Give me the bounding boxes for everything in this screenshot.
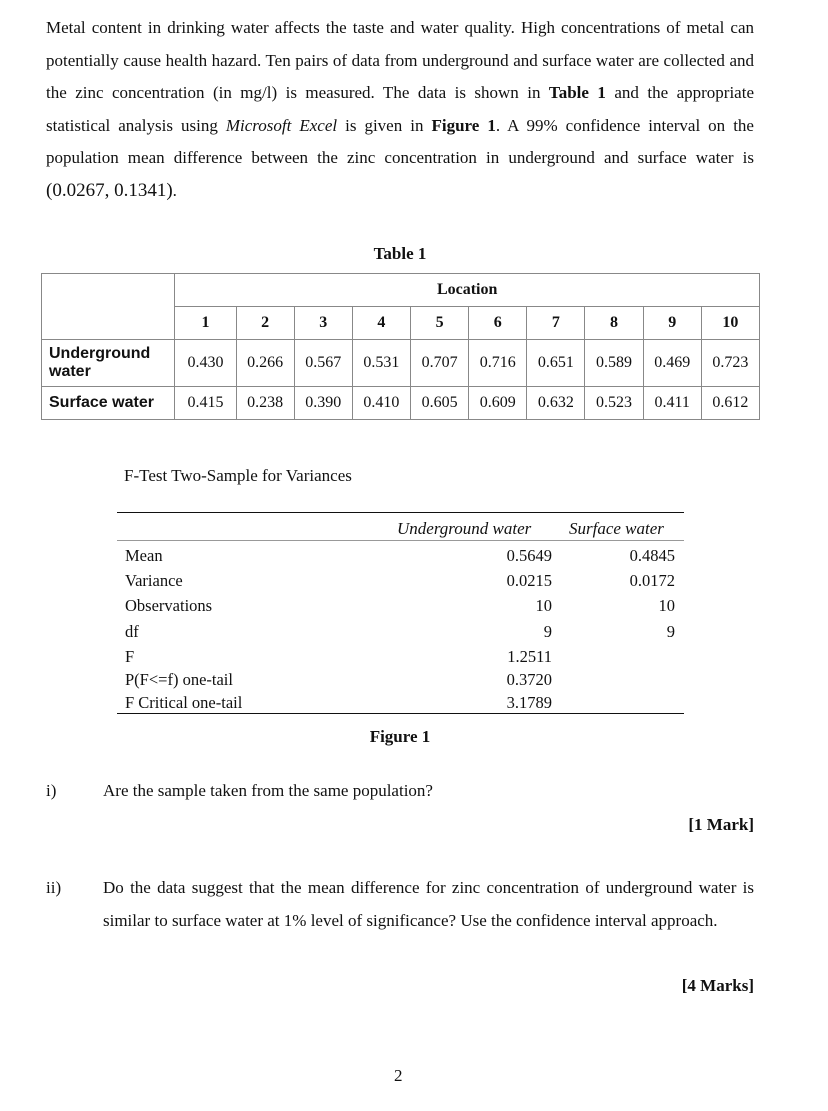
intro-text-1: Metal content in drinking water affects the taste and water quality. High concentrations of metal can potentially cause health hazard. Ten pairs of data from underground and surface water are collected and the zinc concentration (in mg/l) is measured. The data is shown in bbox=[46, 18, 754, 103]
ftest-value-underground: 0.5649 bbox=[506, 546, 552, 565]
question-marks: [4 Marks] bbox=[681, 976, 754, 995]
ftest-value-underground: 0.3720 bbox=[506, 670, 552, 689]
ftest-row-label: Mean bbox=[125, 546, 163, 565]
table-reference: Table 1 bbox=[548, 83, 606, 103]
table-cell: 0.410 bbox=[352, 387, 410, 420]
ftest-row-label: Variance bbox=[125, 571, 183, 590]
ftest-value-surface: 9 bbox=[666, 622, 675, 641]
ftest-value-underground: 0.0215 bbox=[506, 571, 552, 590]
ftest-row-label: df bbox=[125, 622, 139, 641]
question-text: Do the data suggest that the mean difference for zinc concentration of underground water is similar to surface water at 1% level of significance? Use the confidence interval approach. bbox=[103, 878, 754, 930]
table-cell: 0.609 bbox=[469, 387, 527, 420]
ftest-header-rule bbox=[117, 540, 684, 541]
table-row bbox=[42, 340, 760, 387]
figure-reference: Figure 1 bbox=[431, 115, 496, 135]
col-header: 7 bbox=[527, 307, 585, 340]
table-cell: 0.238 bbox=[236, 387, 294, 420]
col-header: 10 bbox=[701, 307, 759, 340]
table-cell: 0.415 bbox=[175, 387, 236, 420]
table-cell: 0.589 bbox=[585, 340, 643, 387]
table-cell: 0.430 bbox=[175, 340, 236, 387]
table-cell: 0.612 bbox=[701, 387, 759, 420]
col-header: 4 bbox=[352, 307, 410, 340]
ftest-row-label: P(F<=f) one-tail bbox=[125, 670, 233, 689]
table-row bbox=[42, 387, 760, 420]
col-header: 9 bbox=[643, 307, 701, 340]
table-cell: 0.716 bbox=[469, 340, 527, 387]
intro-text-2: and the appropriate statistical analysis using bbox=[46, 83, 754, 135]
ftest-value-underground: 9 bbox=[543, 622, 552, 641]
table-corner-cell bbox=[42, 274, 175, 340]
table-cell: 0.390 bbox=[294, 387, 352, 420]
ftest-col-underground: Underground water bbox=[397, 519, 532, 538]
table-cell: 0.531 bbox=[352, 340, 410, 387]
table-cell: 0.523 bbox=[585, 387, 643, 420]
table-cell: 0.469 bbox=[643, 340, 701, 387]
question-text: Are the sample taken from the same population? bbox=[103, 781, 433, 800]
intro-text-3: is given in bbox=[337, 115, 432, 135]
question-marks: [1 Mark] bbox=[688, 815, 754, 834]
col-header: 8 bbox=[585, 307, 643, 340]
page-number: 2 bbox=[394, 1066, 403, 1085]
col-header: 5 bbox=[410, 307, 468, 340]
ftest-value-surface: 10 bbox=[658, 596, 675, 615]
ftest-value-underground: 10 bbox=[535, 596, 552, 615]
row-label-surface: Surface water bbox=[42, 387, 175, 420]
ftest-row-label: F Critical one-tail bbox=[125, 693, 243, 712]
table-cell: 0.632 bbox=[527, 387, 585, 420]
ftest-title: F-Test Two-Sample for Variances bbox=[124, 466, 352, 485]
question-number: i) bbox=[46, 781, 57, 800]
ftest-value-underground: 3.1789 bbox=[506, 693, 552, 712]
ftest-value-surface: 0.0172 bbox=[629, 571, 675, 590]
col-header: 3 bbox=[294, 307, 352, 340]
table-caption: Table 1 bbox=[373, 244, 427, 263]
ftest-bottom-rule bbox=[117, 713, 684, 714]
ftest-value-surface: 0.4845 bbox=[629, 546, 675, 565]
intro-text-4: . A 99% confidence interval on the population mean difference between the zinc concentration in underground and surface water is bbox=[46, 115, 754, 168]
figure-caption: Figure 1 bbox=[369, 727, 431, 746]
software-name: Microsoft Excel bbox=[225, 115, 338, 135]
location-header: Location bbox=[175, 274, 760, 307]
question-number: ii) bbox=[46, 878, 62, 897]
zinc-table bbox=[41, 273, 760, 420]
confidence-interval: (0.0267, 0.1341) bbox=[46, 179, 173, 201]
table-cell: 0.266 bbox=[236, 340, 294, 387]
col-header: 1 bbox=[175, 307, 236, 340]
ftest-col-surface: Surface water bbox=[569, 519, 664, 538]
table-cell: 0.411 bbox=[643, 387, 701, 420]
table-cell: 0.723 bbox=[701, 340, 759, 387]
ftest-top-rule bbox=[117, 512, 684, 513]
ftest-row-label: Observations bbox=[125, 596, 213, 615]
table-cell: 0.605 bbox=[410, 387, 468, 420]
row-label-underground: Underground water bbox=[42, 340, 175, 387]
intro-paragraph bbox=[46, 12, 754, 208]
col-header: 2 bbox=[236, 307, 294, 340]
intro-text-5: . bbox=[172, 180, 177, 200]
table-cell: 0.707 bbox=[410, 340, 468, 387]
table-cell: 0.567 bbox=[294, 340, 352, 387]
table-cell: 0.651 bbox=[527, 340, 585, 387]
col-header: 6 bbox=[469, 307, 527, 340]
ftest-row-label: F bbox=[125, 647, 135, 666]
ftest-value-underground: 1.2511 bbox=[507, 647, 552, 666]
